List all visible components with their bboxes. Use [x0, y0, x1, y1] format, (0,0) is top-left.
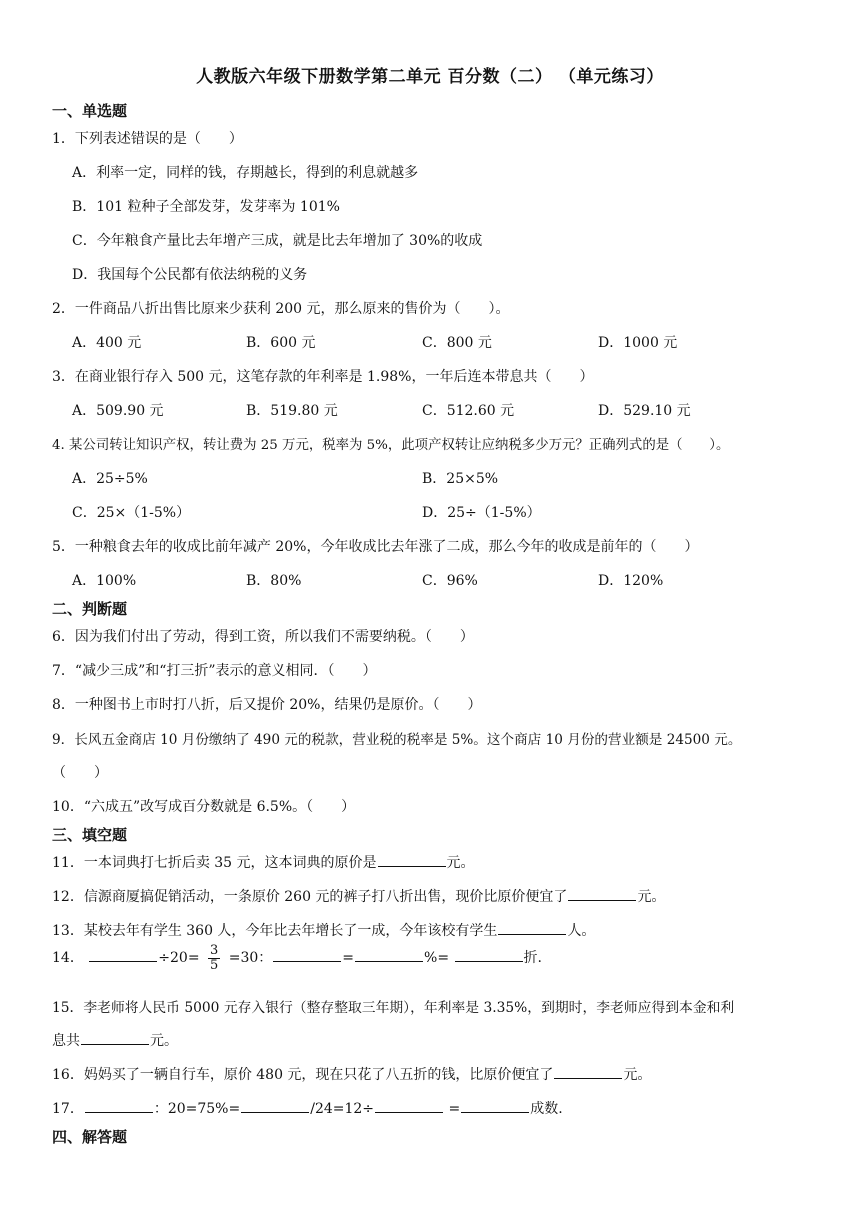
question-15-unit: 元。 [150, 1033, 178, 1049]
answer-blank[interactable] [461, 1098, 529, 1113]
question-4-stem: 4. 某公司转让知识产权，转让费为 25 万元，税率为 5%，此项产权转让应纳税多少万元？正确列式的是（ ）。 [52, 438, 730, 453]
fraction-denominator: 5 [210, 957, 219, 973]
question-16-unit: 元。 [623, 1067, 652, 1083]
page-title: 人教版六年级下册数学第二单元 百分数（二） （单元练习） [196, 67, 664, 87]
question-15-text: 息共 [52, 1033, 80, 1049]
answer-blank[interactable] [355, 947, 423, 962]
question-14-part-4: %= [424, 950, 450, 967]
question-14-part-1: ÷20= [158, 950, 200, 967]
question-17-number: 17． [52, 1101, 84, 1117]
question-11 [52, 852, 475, 872]
answer-blank[interactable] [81, 1030, 149, 1045]
answer-blank[interactable] [378, 852, 446, 867]
question-2-option-d: D．1000 元 [598, 335, 678, 351]
question-17 [52, 1098, 563, 1118]
question-2-stem: 2．一件商品八折出售比原来少获利 200 元，那么原来的售价为（ ）。 [52, 301, 510, 317]
question-2-option-b: B．600 元 [246, 335, 316, 351]
question-15-line-2 [52, 1030, 178, 1050]
question-1-option-b: B．101 粒种子全部发芽，发芽率为 101% [72, 199, 340, 215]
answer-blank[interactable] [568, 886, 636, 901]
question-12-text: 12．信源商厦搞促销活动，一条原价 260 元的裤子打八折出售，现价比原价便宜了 [52, 889, 568, 905]
answer-blank[interactable] [241, 1098, 309, 1113]
answer-blank[interactable] [554, 1064, 622, 1079]
question-17-part-1: ：20=75%= [153, 1101, 241, 1117]
answer-blank[interactable] [498, 920, 566, 935]
answer-blank[interactable] [455, 947, 523, 962]
question-11-text: 11．一本词典打七折后卖 35 元，这本词典的原价是 [52, 855, 377, 871]
question-1-option-a: A．利率一定，同样的钱，存期越长，得到的利息就越多 [72, 165, 419, 181]
question-3-option-b: B．519.80 元 [246, 403, 338, 419]
section-heading-word-problems: 四、解答题 [52, 1128, 128, 1146]
question-12-unit: 元。 [637, 889, 666, 905]
question-2-option-c: C．800 元 [422, 335, 492, 351]
question-5-stem: 5．一种粮食去年的收成比前年减产 20%，今年收成比去年涨了二成，那么今年的收成是前年的（ ） [52, 539, 699, 555]
answer-blank[interactable] [89, 947, 157, 962]
question-1-option-d: D．我国每个公民都有依法纳税的义务 [72, 267, 308, 283]
question-5-option-b: B．80% [246, 573, 302, 589]
question-14-number: 14． [52, 950, 84, 967]
question-16-text: 16．妈妈买了一辆自行车，原价 480 元，现在只花了八五折的钱，比原价便宜了 [52, 1067, 554, 1083]
question-13 [52, 920, 595, 940]
question-14-part-3: = [342, 950, 355, 967]
section-heading-single-choice: 一、单选题 [52, 102, 128, 120]
question-11-unit: 元。 [446, 855, 475, 871]
section-heading-fill-blank: 三、填空题 [52, 826, 128, 844]
question-5-option-d: D．120% [598, 573, 664, 589]
question-5-option-a: A．100% [72, 573, 137, 589]
question-13-text: 13．某校去年有学生 360 人，今年比去年增长了一成，今年该校有学生 [52, 923, 498, 939]
question-4-option-b: B．25×5% [422, 471, 499, 487]
fraction-numerator: 3 [210, 943, 219, 958]
question-15-line-1: 15．李老师将人民币 5000 元存入银行（整存整取三年期），年利率是 3.35%，到期时，李老师应得到本金和利 [52, 1000, 735, 1016]
question-4-option-a: A．25÷5% [72, 471, 148, 487]
fraction [208, 944, 220, 972]
question-8: 8．一种图书上市时打八折，后又提价 20%，结果仍是原价。（ ） [52, 697, 482, 713]
question-3-option-a: A．509.90 元 [72, 403, 164, 419]
question-4-option-d: D．25÷（1-5%） [422, 505, 541, 521]
question-13-unit: 人。 [567, 923, 596, 939]
question-1-option-c: C．今年粮食产量比去年增产三成，就是比去年增加了 30%的收成 [72, 233, 483, 249]
question-3-option-c: C．512.60 元 [422, 403, 515, 419]
question-10: 10．“六成五”改写成百分数就是 6.5%。（ ） [52, 799, 356, 815]
question-4-option-c: C．25×（1-5%） [72, 505, 191, 521]
question-2-option-a: A．400 元 [72, 335, 142, 351]
question-17-part-3: = [444, 1101, 461, 1117]
question-9-line-1: 9．长风五金商店 10 月份缴纳了 490 元的税款，营业税的税率是 5%。这个商店 10 月份的营业额是 24500 元。 [52, 732, 742, 748]
answer-blank[interactable] [375, 1098, 443, 1113]
question-5-option-c: C．96% [422, 573, 478, 589]
question-17-part-4: 成数. [530, 1101, 563, 1117]
question-1-stem: 1．下列表述错误的是（ ） [52, 131, 243, 147]
question-7: 7．“减少三成”和“打三折”表示的意义相同．（ ） [52, 663, 377, 679]
answer-blank[interactable] [85, 1098, 153, 1113]
question-14-part-5: 折. [523, 950, 542, 967]
question-14-part-2: =30： [228, 950, 273, 967]
question-9-line-2: （ ） [52, 765, 108, 781]
question-3-stem: 3．在商业银行存入 500 元，这笔存款的年利率是 1.98%，一年后连本带息共（ ） [52, 369, 594, 385]
answer-blank[interactable] [273, 947, 341, 962]
question-16 [52, 1064, 651, 1084]
section-heading-true-false: 二、判断题 [52, 600, 128, 618]
question-3-option-d: D．529.10 元 [598, 403, 691, 419]
question-6: 6．因为我们付出了劳动，得到工资，所以我们不需要纳税。（ ） [52, 629, 474, 645]
question-12 [52, 886, 665, 906]
question-17-part-2: /24=12÷ [310, 1101, 375, 1117]
question-14 [52, 944, 542, 972]
